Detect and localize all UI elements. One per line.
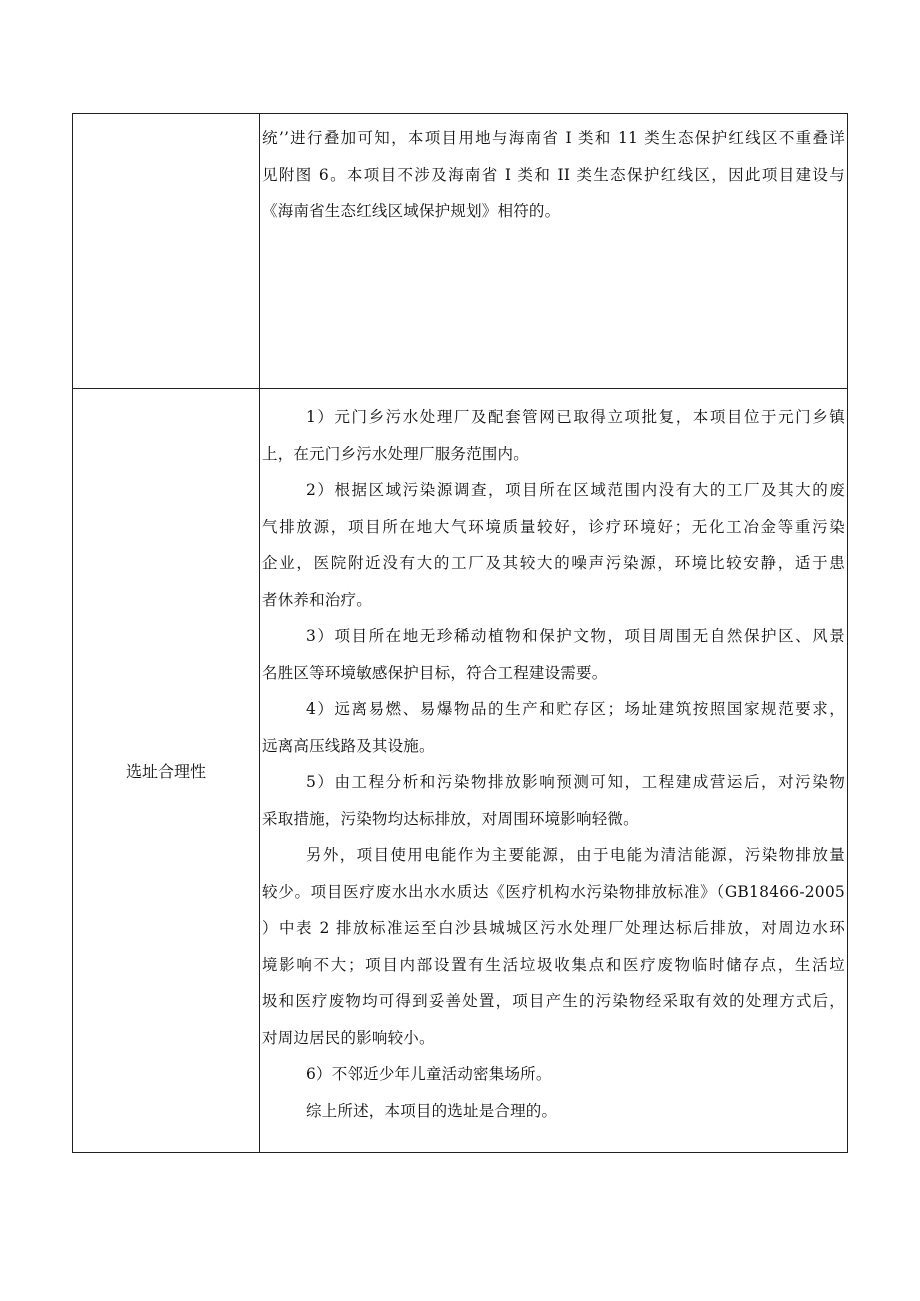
paragraph-5 <box>260 764 847 837</box>
paragraph-7 <box>260 1056 847 1093</box>
text-line: 1）元门乡污水处理厂及配套管网已取得立项批复，本项目位于元门乡镇 <box>306 408 845 426</box>
text-line: 对周边居民的影响较小。 <box>262 1028 435 1047</box>
text-line: 企业，医院附近没有大的工厂及其较大的噪声污染源，环境比较安静，适于患 <box>262 554 845 572</box>
paragraph-4 <box>260 691 847 764</box>
text-line: 4）远离易燃、易爆物品的生产和贮存区；场址建筑按照国家规范要求， <box>306 700 845 718</box>
text-line: 2）根据区域污染源调查，项目所在区域范围内没有大的工厂及其大的废 <box>306 481 845 499</box>
text-line: 上，在元门乡污水处理厂服务范围内。 <box>262 444 529 463</box>
paragraph-2 <box>260 472 847 618</box>
text-line: 者休养和治疗。 <box>262 590 372 609</box>
text-line: 3）项目所在地无珍稀动植物和保护文物，项目周围无自然保护区、风景 <box>306 627 845 645</box>
text-line: 气排放源，项目所在地大气环境质量较好，诊疗环境好；无化工冶金等重污染 <box>262 517 845 536</box>
paragraph-1 <box>260 399 847 472</box>
site-rationality-text <box>260 389 848 1152</box>
row-label-site-rationality: 选址合理性 <box>73 389 260 1152</box>
table-row <box>73 114 848 389</box>
text-line: 综上所述，本项目的选址是合理的。 <box>306 1101 558 1120</box>
text-line: 较少。项目医疗废水出水水质达《医疗机构水污染物排放标准》（GB18466-2005 <box>262 882 845 901</box>
text-line: 见附图 6。本项目不涉及海南省 I 类和 II 类生态保护红线区，因此项目建设与 <box>262 165 845 184</box>
paragraph-8 <box>260 1093 847 1130</box>
row-label-empty <box>73 114 260 388</box>
text-line: ）中表 2 排放标准运至白沙县城城区污水处理厂处理达标后排放，对周边水环 <box>262 919 845 937</box>
text-line: 圾和医疗废物均可得到妥善处置，项目产生的污染物经采取有效的处理方式后， <box>262 992 845 1010</box>
paragraph-6 <box>260 837 847 1056</box>
text-line: 名胜区等环境敏感保护目标，符合工程建设需要。 <box>262 663 608 682</box>
text-line: 远离高压线路及其设施。 <box>262 736 435 755</box>
text-line: 《海南省生态红线区域保护规划》相符的。 <box>262 202 561 220</box>
text-line: 境影响不大；项目内部设置有生活垃圾收集点和医疗废物临时储存点，生活垃 <box>262 955 845 974</box>
paragraph <box>260 120 847 230</box>
ecological-redline-text <box>260 114 848 388</box>
text-line: 统’’进行叠加可知，本项目用地与海南省 I 类和 11 类生态保护红线区不重叠详 <box>262 129 845 147</box>
text-line: 5）由工程分析和污染物排放影响预测可知，工程建成营运后，对污染物 <box>306 773 845 791</box>
content-table <box>72 113 848 1153</box>
paragraph-3 <box>260 618 847 691</box>
text-line: 6）不邻近少年儿童活动密集场所。 <box>306 1065 552 1083</box>
text-line: 另外，项目使用电能作为主要能源，由于电能为清洁能源，污染物排放量 <box>306 846 845 864</box>
text-line: 采取措施，污染物均达标排放，对周围环境影响轻微。 <box>262 809 639 828</box>
table-row <box>73 389 848 1153</box>
